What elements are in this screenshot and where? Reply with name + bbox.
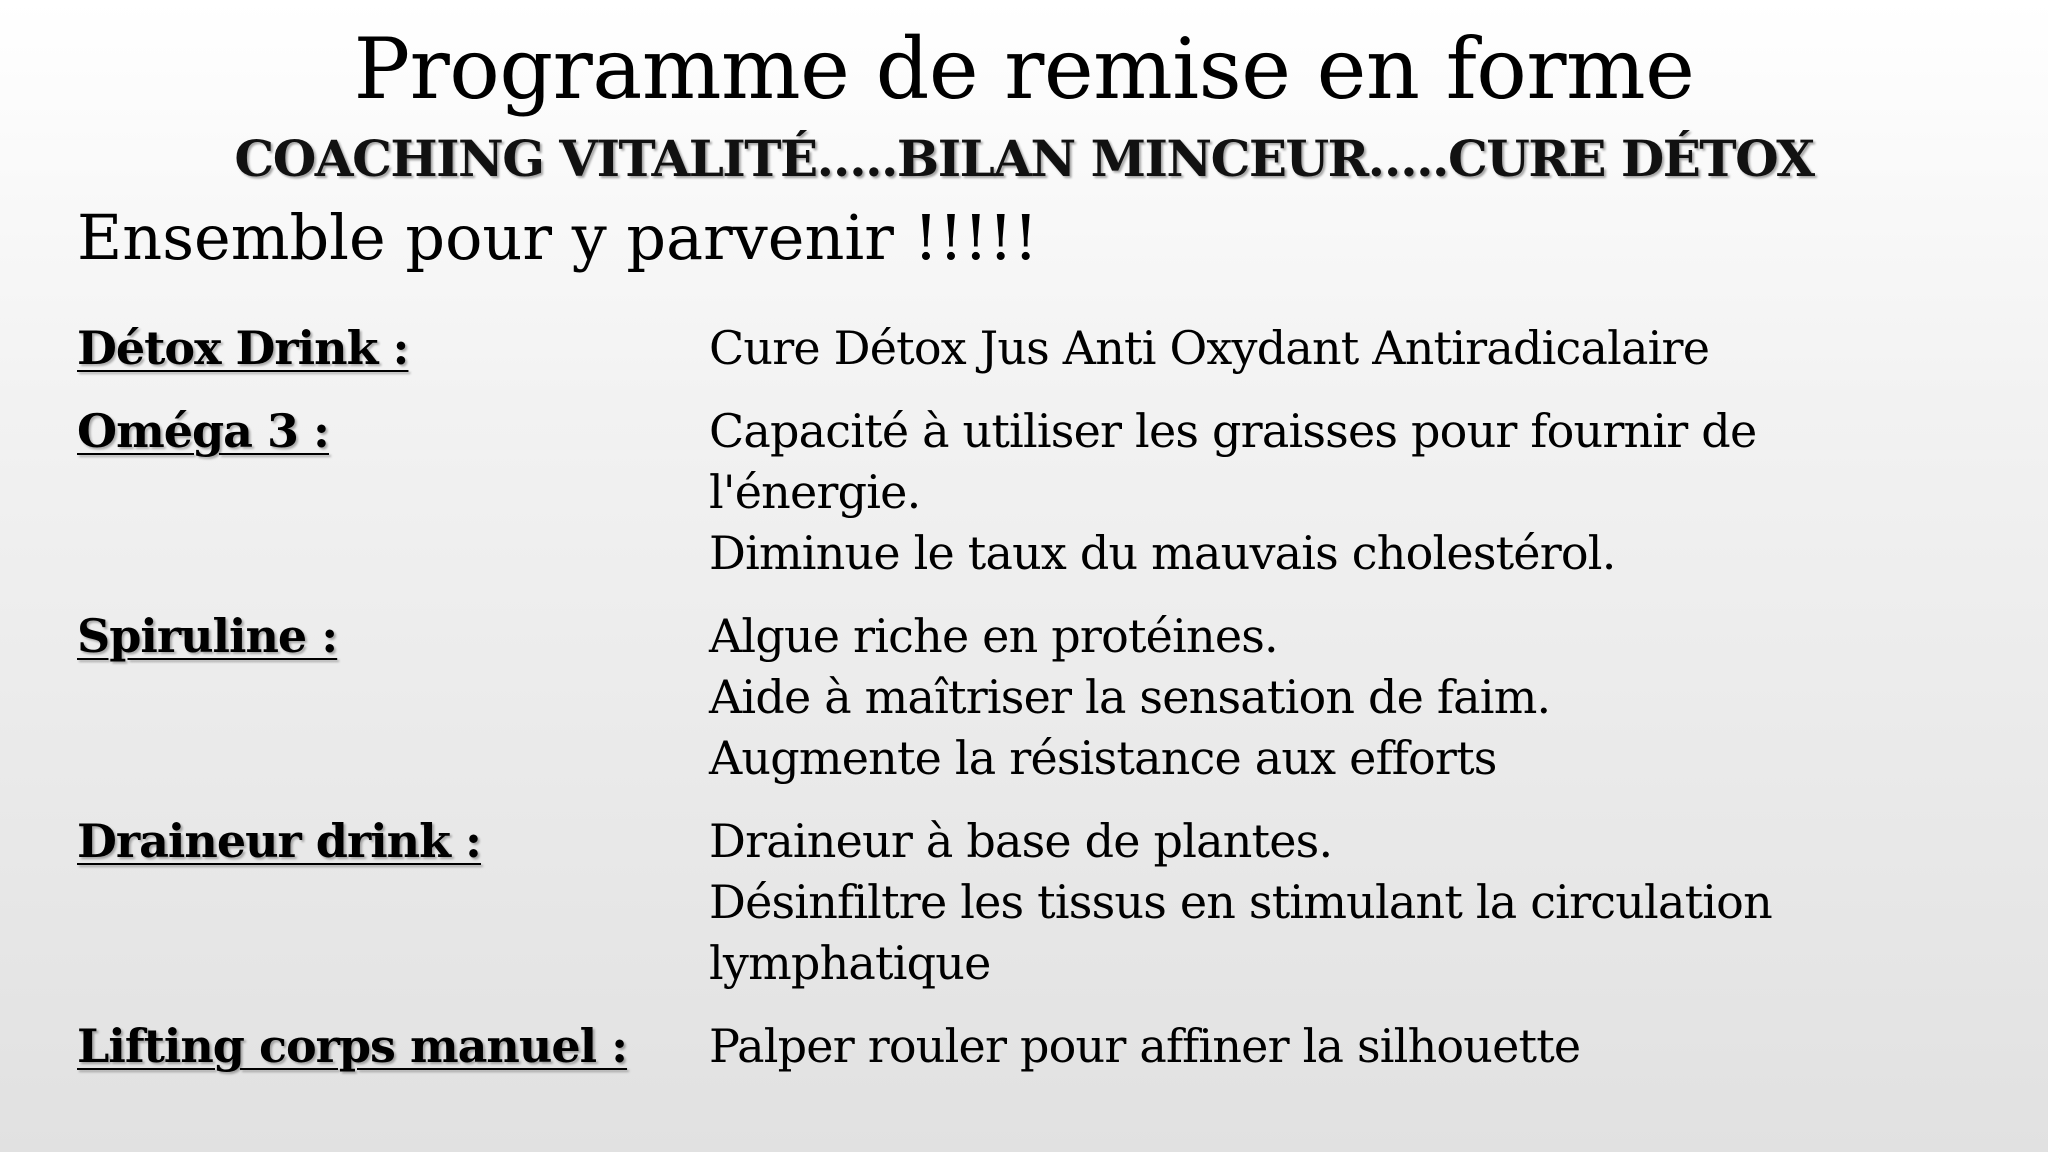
description xyxy=(709,1016,1997,1077)
list-item-omega-3 xyxy=(77,401,1997,584)
description-line: Aide à maîtriser la sensation de faim. xyxy=(709,670,1551,724)
description-line: Palper rouler pour affiner la silhouette xyxy=(709,1019,1581,1073)
list-item-spiruline xyxy=(77,606,1997,789)
list-item-draineur-drink xyxy=(77,811,1997,994)
list-item-lifting-corps-manuel xyxy=(77,1016,1997,1077)
term-label: Draineur drink : xyxy=(77,814,481,868)
tagline: Ensemble pour y parvenir !!!!! xyxy=(77,201,1039,274)
program-list xyxy=(77,318,1997,1077)
page-title: Programme de remise en forme xyxy=(353,20,1695,118)
description xyxy=(709,811,1997,994)
list-item-detox-drink xyxy=(77,318,1997,379)
term-label: Oméga 3 : xyxy=(77,404,329,458)
description xyxy=(709,318,1997,379)
description-line: Cure Détox Jus Anti Oxydant Antiradicalaire xyxy=(709,321,1710,375)
description-line: l'énergie. xyxy=(709,465,921,519)
description-line: lymphatique xyxy=(709,936,991,990)
description-line: Capacité à utiliser les graisses pour fournir de xyxy=(709,404,1757,458)
description xyxy=(709,401,1997,584)
description-line: Désinfiltre les tissus en stimulant la circulation xyxy=(709,875,1772,929)
term-label: Lifting corps manuel : xyxy=(77,1019,628,1073)
description-line: Diminue le taux du mauvais cholestérol. xyxy=(709,526,1616,580)
term-label: Détox Drink : xyxy=(77,321,409,375)
subtitle: COACHING VITALITÉ…..BILAN MINCEUR…..CURE DÉTOX xyxy=(234,129,1814,188)
description-line: Algue riche en protéines. xyxy=(709,609,1278,663)
description-line: Draineur à base de plantes. xyxy=(709,814,1333,868)
term-label: Spiruline : xyxy=(77,609,338,663)
description xyxy=(709,606,1997,789)
description-line: Augmente la résistance aux efforts xyxy=(709,731,1497,785)
